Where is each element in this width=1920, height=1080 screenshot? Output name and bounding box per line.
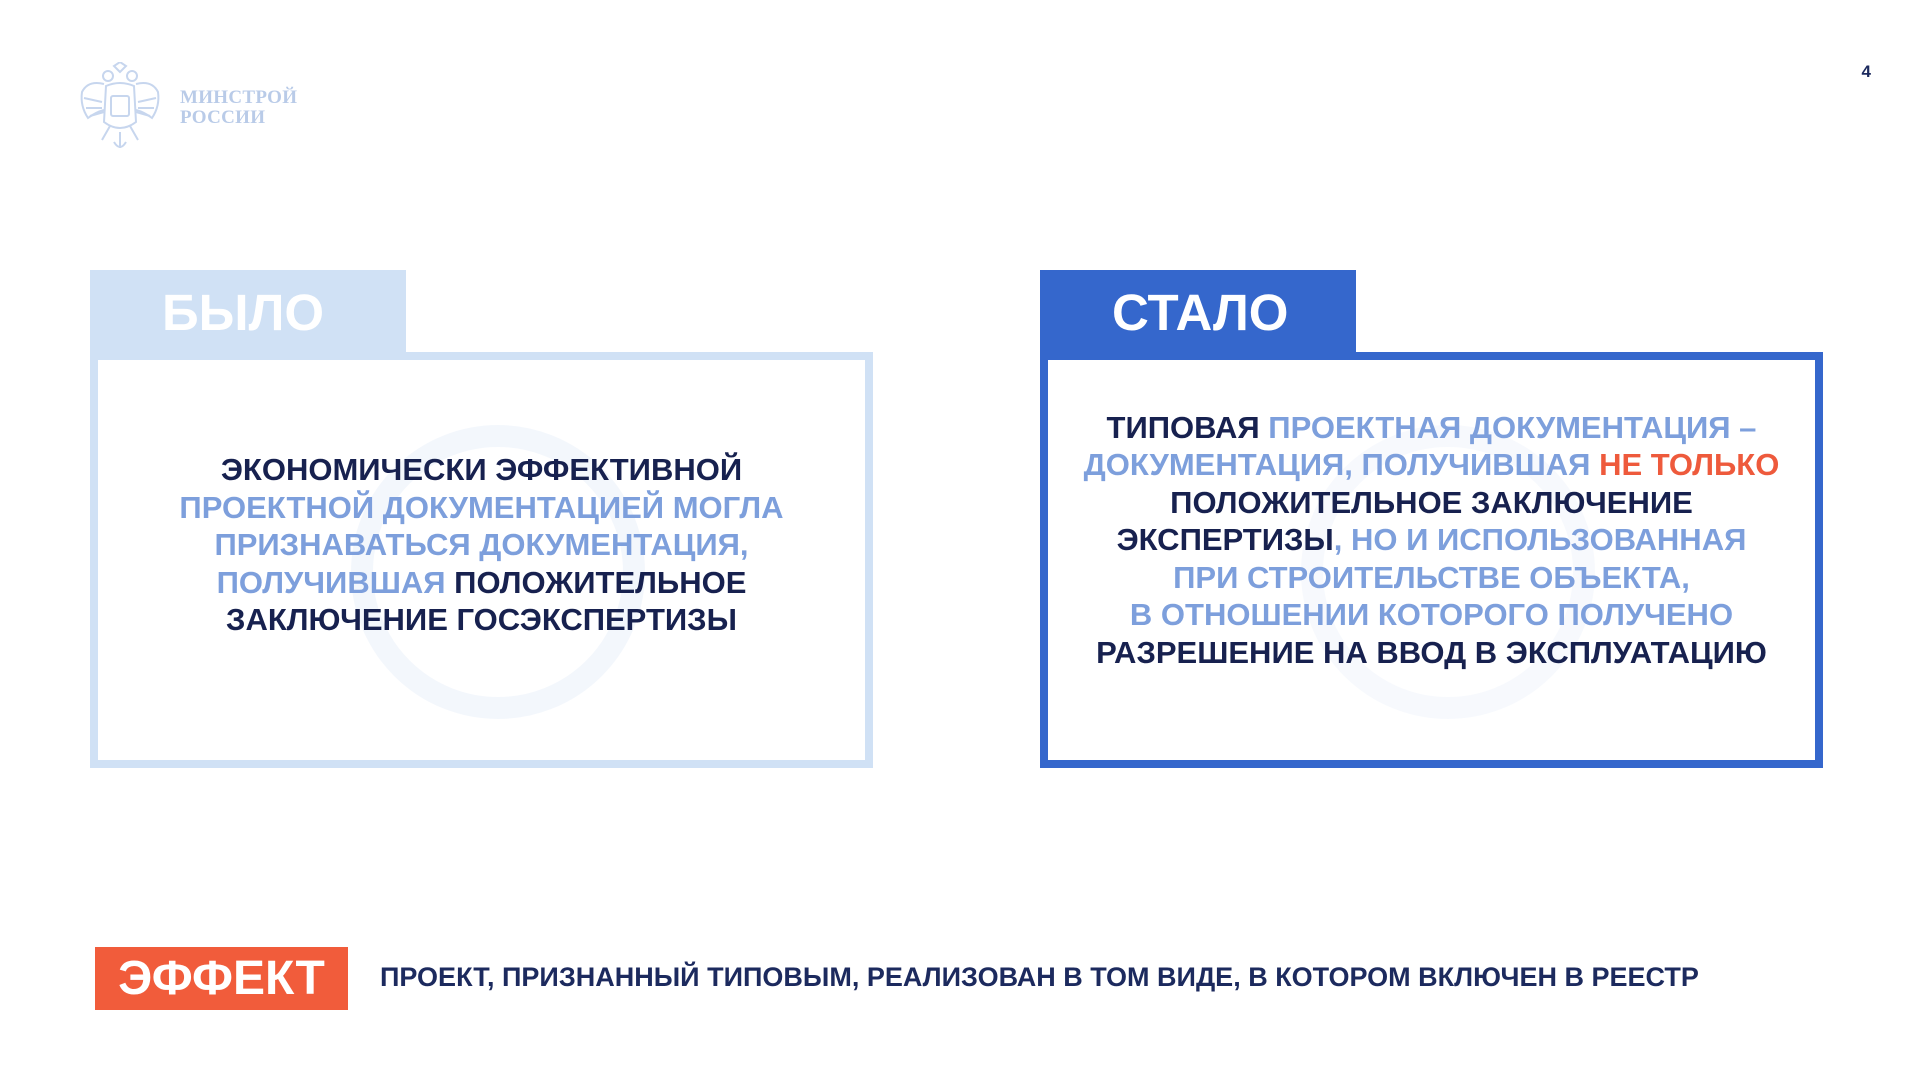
after-text-part: В ОТНОШЕНИИ КОТОРОГО ПОЛУЧЕНО: [1129, 597, 1734, 633]
after-text-part: РАЗРЕШЕНИЕ НА ВВОД В ЭКСПЛУАТАЦИЮ: [1096, 634, 1767, 670]
before-panel: [90, 270, 873, 768]
after-text-part: ДОКУМЕНТАЦИЯ, ПОЛУЧИВШАЯ: [1083, 447, 1591, 483]
after-text-part: ТИПОВАЯ: [1106, 409, 1260, 445]
page-number: 4: [1861, 62, 1871, 81]
ministry-name: [180, 88, 330, 128]
after-text-part: НЕ ТОЛЬКО: [1599, 447, 1780, 483]
before-frame: [90, 352, 873, 768]
after-text-part: ПРИ СТРОИТЕЛЬСТВЕ ОБЪЕКТА,: [1173, 559, 1690, 595]
after-text-part: ПОЛОЖИТЕЛЬНОЕ ЗАКЛЮЧЕНИЕ: [1170, 484, 1693, 520]
before-statement: [179, 451, 783, 639]
before-text-part: ПРОЕКТНОЙ ДОКУМЕНТАЦИЕЙ МОГЛА: [179, 489, 784, 525]
ministry-name-line1: МИНСТРОЙ: [180, 87, 298, 108]
before-text-part: ПРИЗНАВАТЬСЯ ДОКУМЕНТАЦИЯ,: [214, 527, 749, 563]
after-frame: [1040, 352, 1823, 768]
before-text-part: ЗАКЛЮЧЕНИЕ ГОСЭКСПЕРТИЗЫ: [226, 602, 737, 638]
ministry-name-line2: РОССИИ: [180, 107, 266, 128]
before-text-part: ЭКОНОМИЧЕСКИ ЭФФЕКТИВНОЙ: [220, 452, 743, 488]
before-text-part: ПОЛУЧИВШАЯ: [216, 564, 446, 600]
after-panel: [1040, 270, 1823, 768]
before-tab-label: БЫЛО: [90, 270, 406, 360]
effect-statement: ПРОЕКТ, ПРИЗНАННЫЙ ТИПОВЫМ, РЕАЛИЗОВАН В ТОМ ВИДЕ, В КОТОРОМ ВКЛЮЧЕН В РЕЕСТР: [380, 962, 1699, 992]
after-statement: [1084, 409, 1780, 672]
after-text-part: ЭКСПЕРТИЗЫ: [1116, 522, 1334, 558]
effect-badge: ЭФФЕКТ: [95, 947, 348, 1010]
after-text-part: ПРОЕКТНАЯ ДОКУМЕНТАЦИЯ –: [1268, 409, 1757, 445]
before-text-part: ПОЛОЖИТЕЛЬНОЕ: [454, 564, 747, 600]
after-tab-label: СТАЛО: [1040, 270, 1356, 360]
ministry-logo: [78, 62, 318, 157]
after-text-part: , НО И ИСПОЛЬЗОВАННАЯ: [1333, 522, 1747, 558]
coat-of-arms-icon: [78, 62, 162, 152]
